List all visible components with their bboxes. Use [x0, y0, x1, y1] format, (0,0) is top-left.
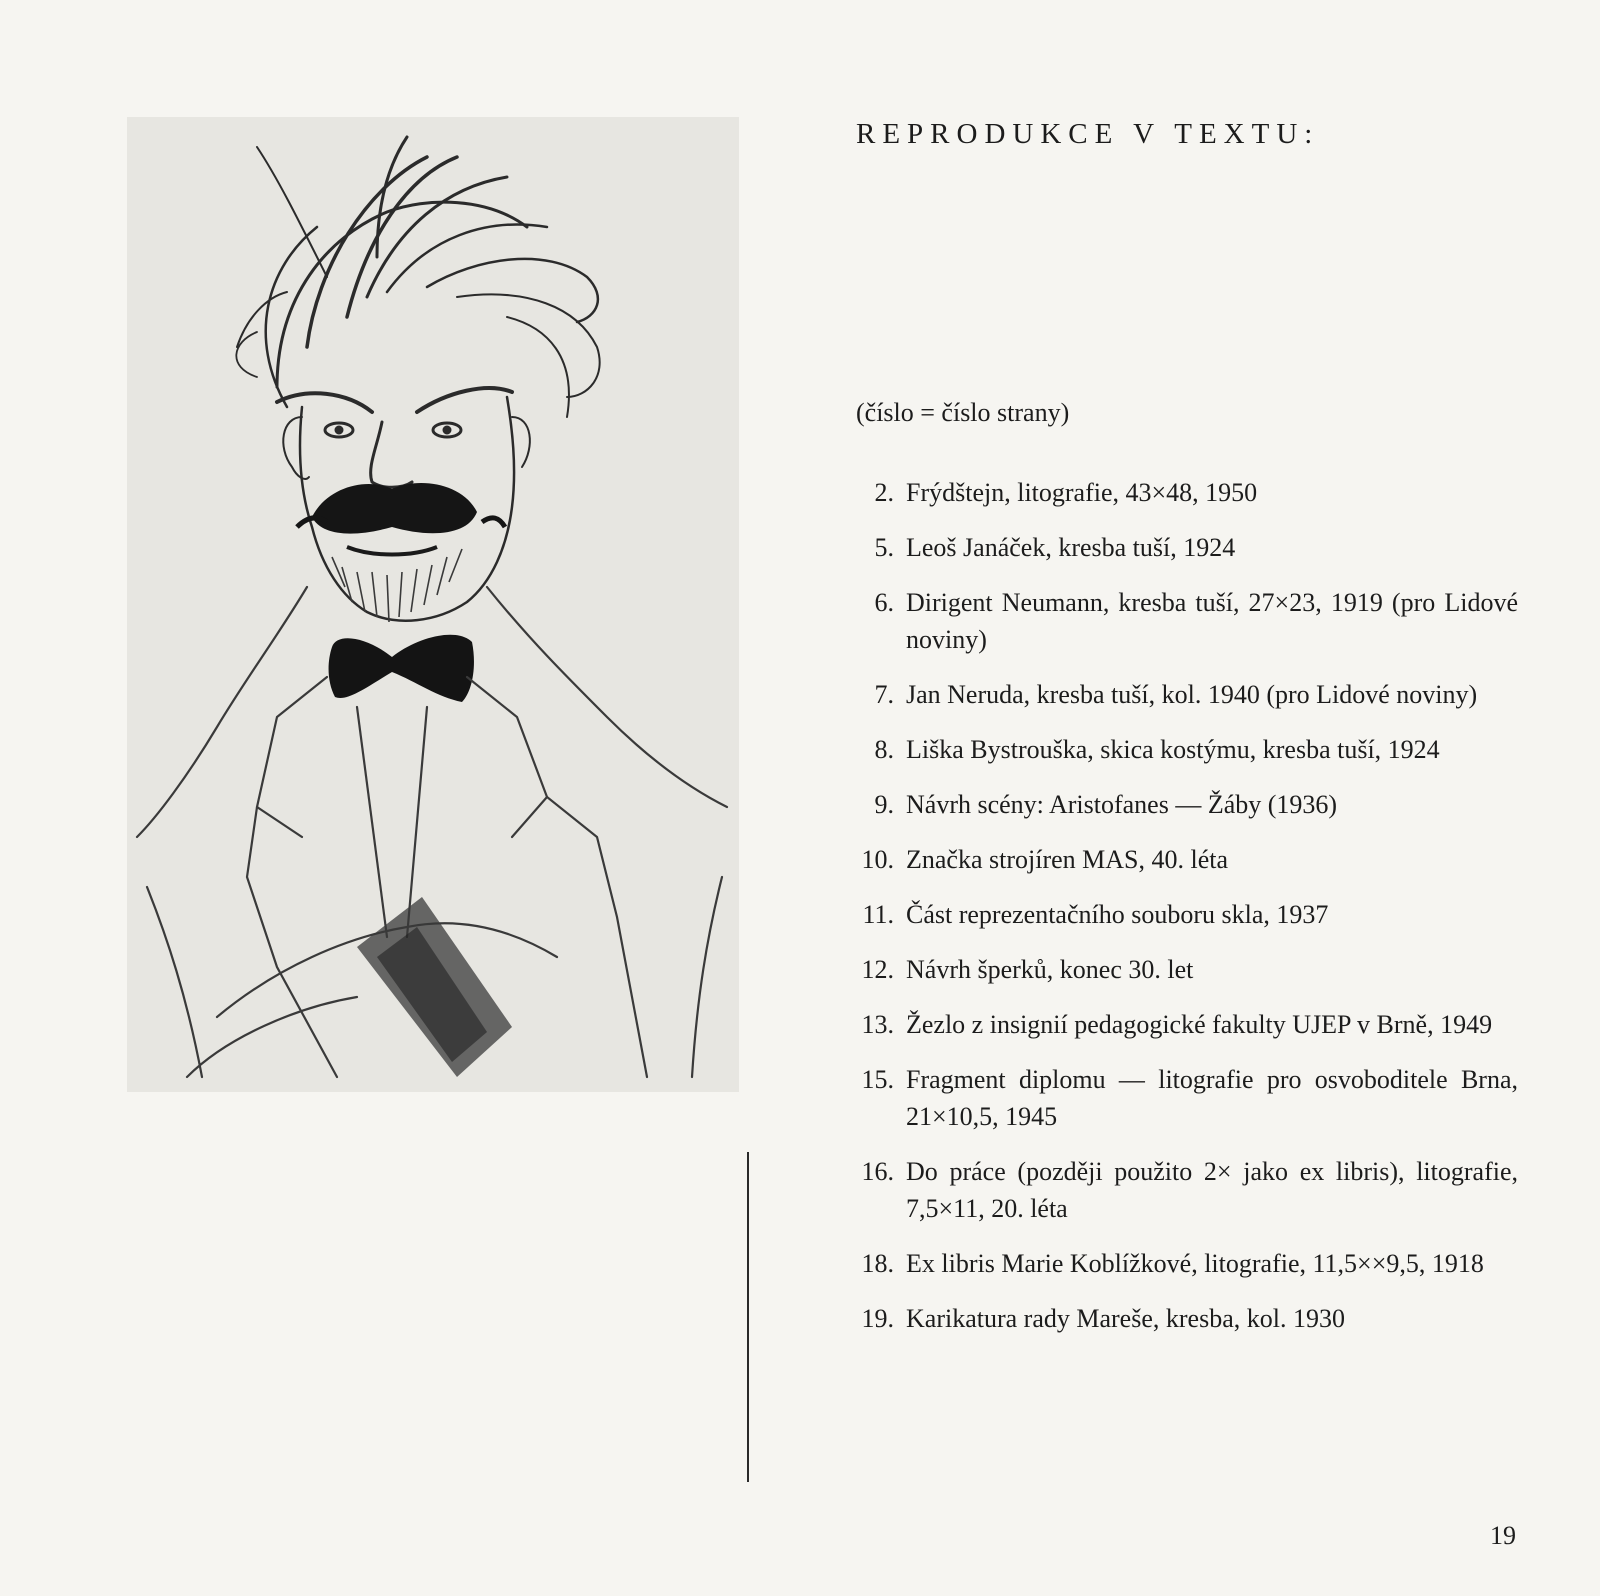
- item-number: 12.: [861, 955, 894, 984]
- list-item: [846, 786, 1518, 823]
- section-heading: REPRODUKCE V TEXTU:: [856, 118, 1320, 150]
- item-number: 16.: [861, 1157, 894, 1186]
- item-number: 2.: [874, 478, 894, 507]
- list-item: [846, 1006, 1518, 1043]
- item-text: Ex libris Marie Koblížkové, litografie, 11,5××9,5, 1918: [906, 1249, 1484, 1278]
- item-text: Do práce (později použito 2× jako ex libris), litografie, 7,5×11, 20. léta: [906, 1157, 1518, 1223]
- item-number: 8.: [874, 735, 894, 764]
- column-rule: [747, 1152, 749, 1482]
- page-reference-note: (číslo = číslo strany): [856, 398, 1070, 427]
- caricature-illustration: [127, 117, 739, 1092]
- item-text: Frýdštejn, litografie, 43×48, 1950: [906, 478, 1258, 507]
- list-item: [846, 676, 1518, 713]
- list-item: [846, 896, 1518, 933]
- item-text: Leoš Janáček, kresba tuší, 1924: [906, 533, 1236, 562]
- item-text: Značka strojíren MAS, 40. léta: [906, 845, 1229, 874]
- item-text: Dirigent Neumann, kresba tuší, 27×23, 1919 (pro Lidové noviny): [906, 588, 1518, 654]
- item-text: Liška Bystrouška, skica kostýmu, kresba tuší, 1924: [906, 735, 1440, 764]
- list-item: [846, 841, 1518, 878]
- item-number: 15.: [861, 1065, 894, 1094]
- item-text: Návrh šperků, konec 30. let: [906, 955, 1194, 984]
- caricature-sketch: [127, 117, 739, 1092]
- item-text: Část reprezentačního souboru skla, 1937: [906, 900, 1329, 929]
- item-number: 9.: [874, 790, 894, 819]
- item-text: Karikatura rady Mareše, kresba, kol. 1930: [906, 1304, 1345, 1333]
- item-text: Žezlo z insignií pedagogické fakulty UJEP v Brně, 1949: [906, 1010, 1493, 1039]
- list-item: [846, 474, 1518, 511]
- list-item: [846, 1061, 1518, 1135]
- item-number: 6.: [874, 588, 894, 617]
- item-number: 5.: [874, 533, 894, 562]
- list-item: [846, 951, 1518, 988]
- item-number: 19.: [861, 1304, 894, 1333]
- list-item: [846, 1245, 1518, 1282]
- page-number: 19: [1490, 1521, 1516, 1550]
- reproductions-list: [846, 474, 1518, 1355]
- item-number: 11.: [862, 900, 894, 929]
- item-text: Jan Neruda, kresba tuší, kol. 1940 (pro Lidové noviny): [906, 680, 1478, 709]
- list-item: [846, 1153, 1518, 1227]
- list-item: [846, 529, 1518, 566]
- item-text: Fragment diplomu — litografie pro osvoboditele Brna, 21×10,5, 1945: [906, 1065, 1518, 1131]
- list-item: [846, 1300, 1518, 1337]
- list-item: [846, 731, 1518, 768]
- item-number: 13.: [861, 1010, 894, 1039]
- item-text: Návrh scény: Aristofanes — Žáby (1936): [906, 790, 1338, 819]
- item-number: 7.: [874, 680, 894, 709]
- item-number: 18.: [861, 1249, 894, 1278]
- list-item: [846, 584, 1518, 658]
- item-number: 10.: [861, 845, 894, 874]
